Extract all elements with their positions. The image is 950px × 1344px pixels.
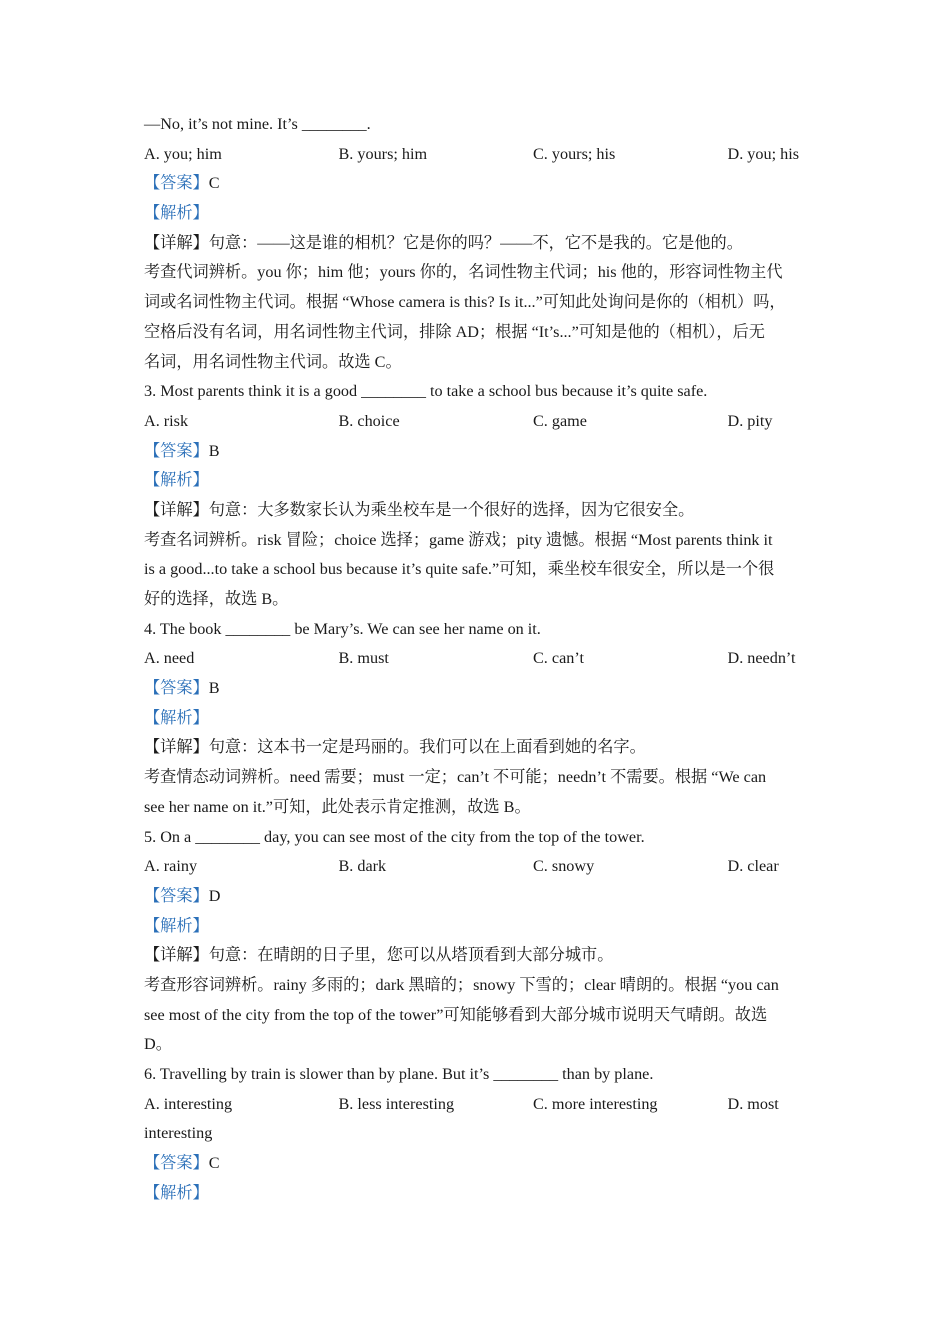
q5-analysis xyxy=(144,912,806,942)
q5-option-b: B. dark xyxy=(338,857,387,876)
q3-answer xyxy=(144,437,806,467)
q6-option-d-wrap: interesting xyxy=(144,1124,213,1143)
q4-option-a: A. need xyxy=(144,649,195,668)
q6-option-a: A. interesting xyxy=(144,1094,233,1113)
answer-tag: 【答案】 xyxy=(144,1154,209,1173)
q4-answer xyxy=(144,674,806,704)
analysis-tag: 【解析】 xyxy=(144,471,209,490)
detail-text: 句意：在晴朗的日子里，您可以从塔顶看到大部分城市。 xyxy=(208,946,614,965)
q3-options xyxy=(144,407,806,437)
q6-option-c: C. more interesting xyxy=(533,1094,658,1113)
answer-value: C xyxy=(208,1154,220,1173)
q3-option-d: D. pity xyxy=(727,411,773,430)
answer-tag: 【答案】 xyxy=(144,174,209,193)
q4-explain-line: see her name on it.”可知，此处表示肯定推测，故选 B。 xyxy=(144,797,531,816)
q5-answer xyxy=(144,882,806,912)
q4-explain-line: 考查情态动词辨析。need 需要；must 一定；can’t 不可能；needn’t 不需要。根据 “We can xyxy=(144,768,767,787)
q4-detail xyxy=(144,733,806,763)
detail-text: 句意：——这是谁的相机？它是你的吗？——不，它不是我的。它是他的。 xyxy=(208,233,743,252)
q3-explain-line: 考查名词辨析。risk 冒险；choice 选择；game 游戏；pity 遗憾。根据 “Most parents think it xyxy=(144,530,773,549)
q2-explain-line: 词或名词性物主代词。根据 “Whose camera is this? Is it...”可知此处询问是你的（相机）吗， xyxy=(144,293,786,312)
q6-option-d: D. most xyxy=(727,1094,779,1113)
q6-analysis xyxy=(144,1179,806,1209)
answer-value: D xyxy=(208,886,221,905)
q3-explain-line: 好的选择，故选 B。 xyxy=(144,590,289,608)
q3-option-a: A. risk xyxy=(144,411,189,430)
answer-value: B xyxy=(208,441,220,460)
q3-option-b: B. choice xyxy=(338,411,400,430)
detail-tag: 【详解】 xyxy=(144,946,209,965)
q2-explain-line: 空格后没有名词，用名词性物主代词，排除 AD；根据 “It’s...”可知是他的（相机），后无 xyxy=(144,322,765,341)
q4-option-d: D. needn’t xyxy=(727,649,796,668)
answer-tag: 【答案】 xyxy=(144,886,209,905)
analysis-tag: 【解析】 xyxy=(144,204,209,223)
analysis-tag: 【解析】 xyxy=(144,1183,209,1202)
q6-options xyxy=(144,1090,806,1120)
q2-stem-tail: —No, it’s not mine. It’s ________. xyxy=(144,115,371,133)
answer-value: C xyxy=(208,174,220,193)
q4-option-c: C. can’t xyxy=(533,649,584,668)
q2-option-c: C. yours; his xyxy=(533,144,616,163)
q4-options xyxy=(144,644,806,674)
answer-value: B xyxy=(208,679,220,698)
q2-options xyxy=(144,140,806,170)
q2-answer xyxy=(144,169,806,199)
q4-analysis xyxy=(144,704,806,734)
q2-analysis xyxy=(144,199,806,229)
q3-analysis xyxy=(144,466,806,496)
q5-explain-line: D。 xyxy=(144,1035,172,1054)
q6-stem: 6. Travelling by train is slower than by plane. But it’s ________ than by plane. xyxy=(144,1065,654,1083)
q3-detail xyxy=(144,496,806,526)
q3-stem: 3. Most parents think it is a good ________ to take a school bus because it’s quite safe. xyxy=(144,382,708,401)
analysis-tag: 【解析】 xyxy=(144,916,209,935)
q5-option-c: C. snowy xyxy=(533,857,595,876)
q5-options xyxy=(144,852,806,882)
q5-option-d: D. clear xyxy=(727,857,779,876)
q3-explain-line: is a good...to take a school bus because it’s quite safe.”可知，乘坐校车很安全，所以是一个很 xyxy=(144,560,775,579)
q5-option-a: A. rainy xyxy=(144,857,198,876)
q4-option-b: B. must xyxy=(338,649,389,668)
detail-text: 句意：这本书一定是玛丽的。我们可以在上面看到她的名字。 xyxy=(208,738,646,757)
q4-stem: 4. The book ________ be Mary’s. We can see her name on it. xyxy=(144,619,541,638)
q2-explain-line: 考查代词辨析。you 你；him 他；yours 你的，名词性物主代词；his 他的，形容词性物主代 xyxy=(144,263,783,282)
detail-tag: 【详解】 xyxy=(144,233,209,252)
q5-detail xyxy=(144,941,806,971)
detail-tag: 【详解】 xyxy=(144,500,209,519)
q2-explain-line: 名词，用名词性物主代词。故选 C。 xyxy=(144,352,402,371)
detail-tag: 【详解】 xyxy=(144,738,209,757)
detail-text: 句意：大多数家长认为乘坐校车是一个很好的选择，因为它很安全。 xyxy=(208,500,695,519)
q6-answer xyxy=(144,1149,806,1179)
q5-explain-line: see most of the city from the top of the tower”可知能够看到大部分城市说明天气晴朗。故选 xyxy=(144,1005,768,1024)
q2-option-a: A. you; him xyxy=(144,144,222,163)
analysis-tag: 【解析】 xyxy=(144,708,209,727)
q6-option-b: B. less interesting xyxy=(338,1094,455,1113)
document-page xyxy=(144,110,806,1208)
q2-option-d: D. you; his xyxy=(727,144,800,163)
q2-option-b: B. yours; him xyxy=(338,144,428,163)
q2-detail xyxy=(144,229,806,259)
answer-tag: 【答案】 xyxy=(144,441,209,460)
q3-option-c: C. game xyxy=(533,411,587,430)
answer-tag: 【答案】 xyxy=(144,679,209,698)
q5-stem: 5. On a ________ day, you can see most of the city from the top of the tower. xyxy=(144,827,645,846)
q5-explain-line: 考查形容词辨析。rainy 多雨的；dark 黑暗的；snowy 下雪的；clear 晴朗的。根据 “you can xyxy=(144,975,779,994)
